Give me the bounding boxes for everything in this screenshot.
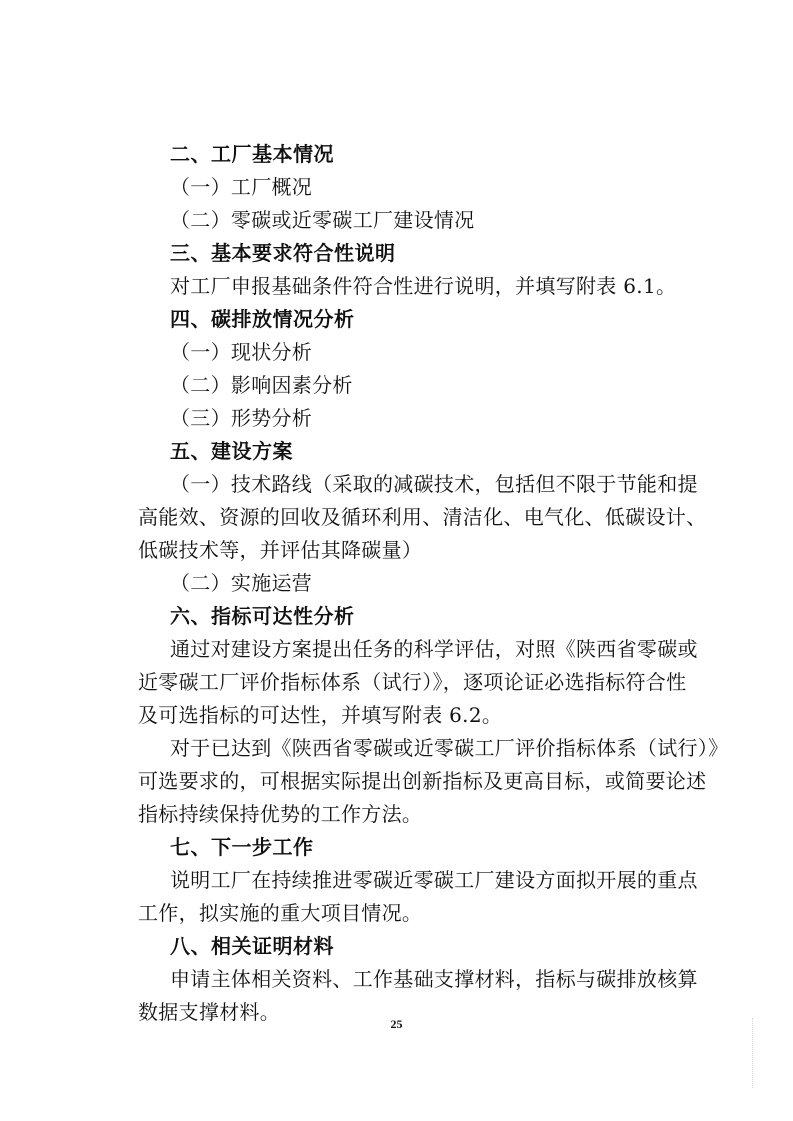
paragraph-next-steps-line1: 说明工厂在持续推进零碳近零碳工厂建设方面拟开展的重点 — [170, 868, 698, 892]
paragraph-materials-line2: 数据支撑材料。 — [138, 1000, 281, 1024]
paragraph-next-steps-line2: 工作，拟实施的重大项目情况。 — [138, 901, 423, 925]
paragraph-materials-line1: 申请主体相关资料、工作基础支撑材料，指标与碳排放核算 — [170, 967, 698, 991]
heading-compliance: 三、基本要求符合性说明 — [170, 241, 396, 265]
paragraph-achieved-line1: 对于已达到《陕西省零碳或近零碳工厂评价指标体系（试行）》 — [170, 736, 729, 760]
paragraph-tech-route-line1: （一）技术路线（采取的减碳技术，包括但不限于节能和提 — [170, 472, 698, 496]
paragraph-feasibility-line1: 通过对建设方案提出任务的科学评估，对照《陕西省零碳或 — [170, 637, 698, 661]
heading-indicator-feasibility: 六、指标可达性分析 — [170, 604, 355, 628]
paragraph-achieved-line3: 指标持续保持优势的工作方法。 — [138, 802, 423, 826]
heading-construction-plan: 五、建设方案 — [170, 439, 293, 463]
paragraph-tech-route-line2: 高能效、资源的回收及循环利用、清洁化、电气化、低碳设计、 — [138, 505, 707, 529]
subheading-factor-analysis: （二）影响因素分析 — [170, 373, 353, 397]
heading-supporting-materials: 八、相关证明材料 — [170, 934, 334, 958]
subheading-factory-overview: （一）工厂概况 — [170, 175, 313, 199]
page-number: 25 — [390, 1017, 403, 1031]
heading-next-steps: 七、下一步工作 — [170, 835, 314, 859]
subheading-construction-status: （二）零碳或近零碳工厂建设情况 — [170, 208, 475, 232]
paragraph-tech-route-line3: 低碳技术等，并评估其降碳量） — [138, 538, 423, 562]
subheading-status-analysis: （一）现状分析 — [170, 340, 313, 364]
paragraph-achieved-line2: 可选要求的，可根据实际提出创新指标及更高目标，或简要论述 — [138, 769, 707, 793]
scan-edge-mark — [752, 1018, 755, 1088]
heading-factory-basics: 二、工厂基本情况 — [170, 142, 334, 166]
subheading-implementation: （二）实施运营 — [170, 571, 313, 595]
paragraph-feasibility-line3: 及可选指标的可达性，并填写附表 6.2。 — [138, 703, 503, 727]
heading-emission-analysis: 四、碳排放情况分析 — [170, 307, 355, 331]
paragraph-feasibility-line2: 近零碳工厂评价指标体系（试行）》，逐项论证必选指标符合性 — [138, 670, 687, 694]
subheading-trend-analysis: （三）形势分析 — [170, 406, 313, 430]
paragraph-compliance: 对工厂申报基础条件符合性进行说明，并填写附表 6.1。 — [170, 274, 677, 298]
